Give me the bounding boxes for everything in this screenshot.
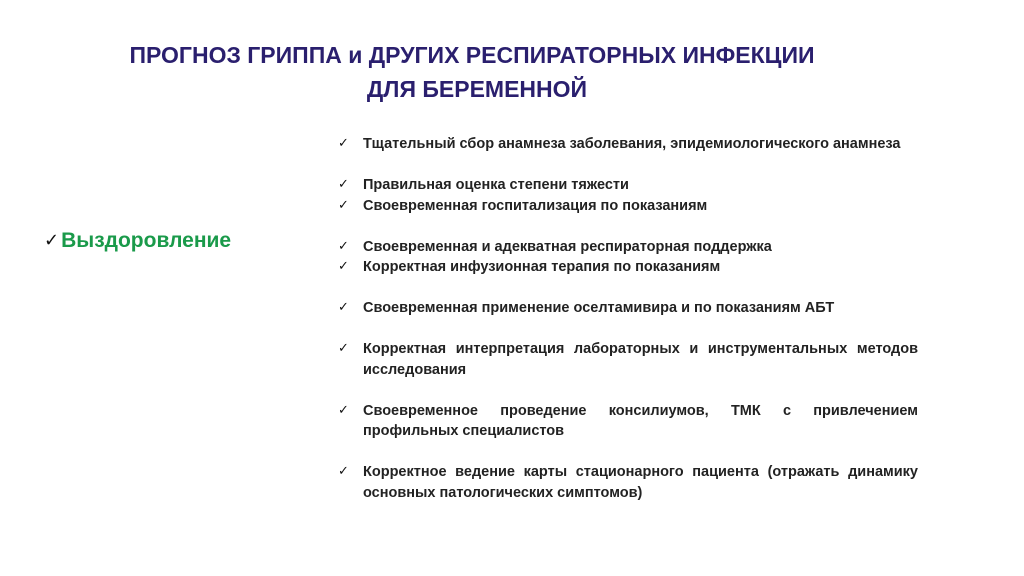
list-item-text: Правильная оценка степени тяжести <box>363 177 629 193</box>
checkmark-icon: ✓ <box>338 464 349 479</box>
list-item <box>338 175 918 196</box>
checkmark-icon: ✓ <box>338 341 349 356</box>
list-item <box>338 298 918 319</box>
checkmark-icon: ✓ <box>338 197 349 213</box>
checkmark-icon: ✓ <box>44 230 60 251</box>
list-item-text: Своевременная госпитализация по показаниям <box>363 197 708 214</box>
list-item <box>338 257 918 278</box>
slide-title-line-2: ДЛЯ БЕРЕМЕННОЙ <box>366 76 588 102</box>
slide-title-line-1: ПРОГНОЗ ГРИППА и ДРУГИХ РЕСПИРАТОРНЫХ ИНФЕКЦИИ <box>129 42 815 68</box>
list-item-text: Своевременная применение оселтамивира и по показаниям АБТ <box>363 300 835 316</box>
checkmark-icon: ✓ <box>338 238 349 254</box>
outcome-label <box>44 229 231 253</box>
list-item <box>338 196 918 217</box>
checkmark-icon: ✓ <box>338 177 349 192</box>
checkmark-icon: ✓ <box>338 402 349 418</box>
list-item <box>338 237 918 258</box>
list-item-text: Тщательный сбор анамнеза заболевания, эпидемиологического анамнеза <box>363 136 901 152</box>
checkmark-icon: ✓ <box>338 136 349 151</box>
list-item-text: Корректное ведение карты стационарного пациента (отражать динамику основных патологических симптомов) <box>363 464 918 501</box>
list-item <box>338 462 918 503</box>
checkmark-icon: ✓ <box>338 300 349 315</box>
outcome-text: Выздоровление <box>61 229 232 252</box>
checkmark-icon: ✓ <box>338 259 349 274</box>
list-item <box>338 134 918 155</box>
list-item <box>338 339 918 380</box>
list-item-text: Корректная интерпретация лабораторных и инструментальных методов исследования <box>363 341 918 378</box>
checklist <box>338 134 918 503</box>
list-item <box>338 401 918 442</box>
list-item-text: Корректная инфузионная терапия по показаниям <box>363 259 721 275</box>
list-item-text: Своевременное проведение консилиумов, ТМК с привлечением профильных специалистов <box>363 402 918 439</box>
list-item-text: Своевременная и адекватная респираторная поддержка <box>363 238 772 255</box>
